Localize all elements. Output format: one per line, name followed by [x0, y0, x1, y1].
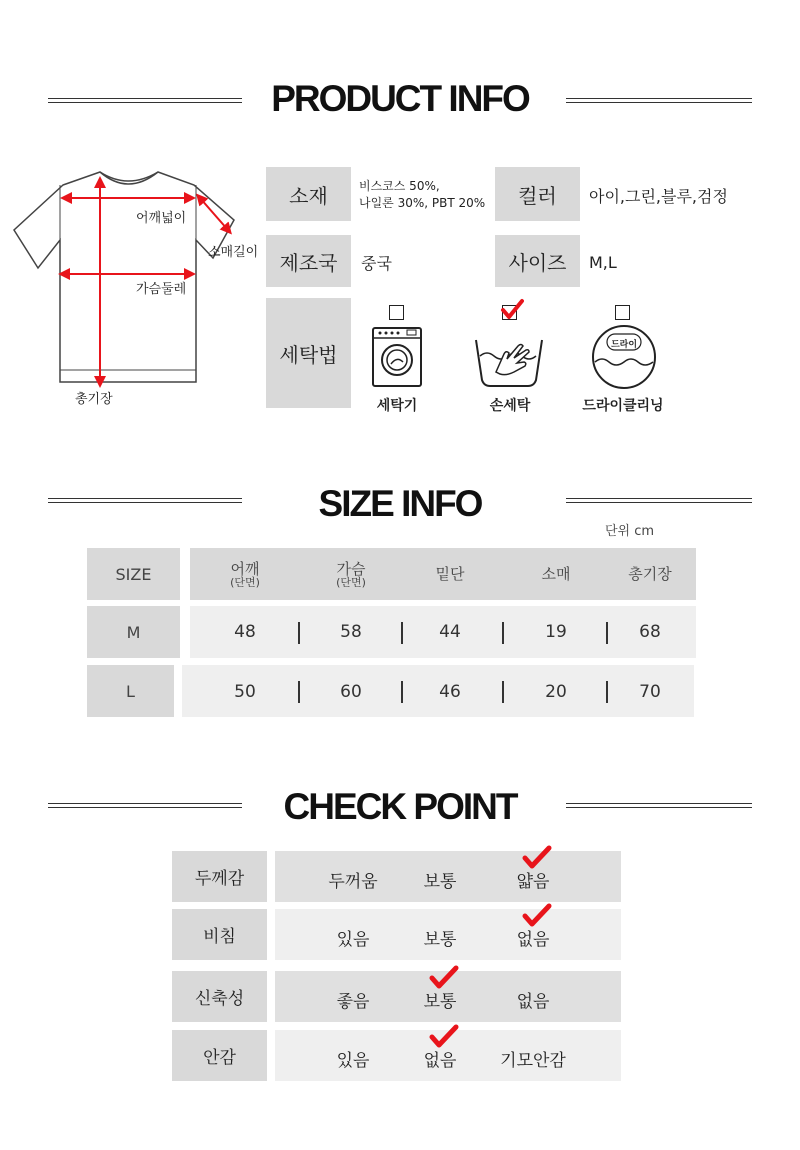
size-header-shoulder	[205, 562, 285, 590]
size-cell: 44	[439, 622, 461, 642]
size-cell-divider	[606, 681, 608, 703]
size-cell-divider	[298, 622, 300, 644]
check-option[interactable]: 두꺼움	[328, 872, 378, 892]
check-point-title: CHECK POINT	[283, 786, 517, 827]
wash-machine-checkbox[interactable]	[389, 305, 404, 320]
wash-machine-label: 세탁기	[376, 398, 418, 414]
hand-wash-check-icon	[500, 298, 524, 322]
size-row-l-label-text: L	[126, 681, 135, 701]
check-option[interactable]: 기모안감	[500, 1051, 566, 1071]
dry-clean-label: 드라이클리닝	[582, 398, 664, 414]
measure-sleeve: 소매길이	[208, 245, 259, 260]
material-value-line2: 나일론 30%, PBT 20%	[359, 196, 486, 210]
check-mark-icon	[428, 1024, 460, 1050]
check-option[interactable]: 없음	[516, 930, 550, 950]
material-value-line1: 비스코스 50%,	[359, 179, 440, 193]
check-option[interactable]: 없음	[516, 992, 550, 1012]
dry-clean-checkbox[interactable]	[615, 305, 630, 320]
size-row-m-label-text: M	[126, 622, 141, 642]
size-header-shoulder-sub: (단면)	[230, 576, 260, 589]
check-option[interactable]: 없음	[423, 1051, 457, 1071]
check-row-label: 비침	[172, 909, 267, 960]
hand-wash-icon	[470, 332, 548, 388]
size-row-l-label	[87, 665, 174, 717]
size-header-chest-sub: (단면)	[336, 576, 366, 589]
size-header-hem: 밑단	[435, 565, 465, 583]
check-option[interactable]: 있음	[336, 930, 370, 950]
check-mark-icon	[521, 845, 553, 871]
size-cell-divider	[502, 622, 504, 644]
size-unit: 단위 cm	[605, 524, 655, 539]
check-row-label: 신축성	[172, 971, 267, 1022]
size-header-length: 총기장	[628, 565, 672, 583]
hand-wash-label: 손세탁	[489, 398, 531, 414]
wash-label: 세탁법	[266, 298, 351, 408]
size-cell-divider	[401, 681, 403, 703]
size-value: M,L	[589, 252, 617, 272]
size-header-sleeve: 소매	[541, 565, 571, 583]
size-cell-divider	[298, 681, 300, 703]
dry-clean-icon-text: 드라이	[610, 340, 638, 350]
color-label: 컬러	[495, 167, 580, 221]
size-cell: 58	[340, 622, 362, 642]
check-mark-icon	[428, 965, 460, 991]
size-cell-divider	[502, 681, 504, 703]
material-value	[359, 170, 499, 220]
size-cell: 70	[639, 682, 661, 702]
size-header-size	[87, 548, 180, 600]
size-row-m-label	[87, 606, 180, 658]
check-row-label: 두께감	[172, 851, 267, 902]
check-option[interactable]: 보통	[423, 872, 457, 892]
product-info-title: PRODUCT INFO	[271, 78, 529, 119]
measure-chest: 가슴둘레	[136, 282, 187, 297]
size-header-chest-main: 가슴	[336, 560, 366, 578]
size-cell: 60	[340, 682, 362, 702]
size-cell: 48	[234, 622, 256, 642]
check-option[interactable]: 보통	[423, 992, 457, 1012]
size-info-title: SIZE INFO	[318, 483, 482, 524]
origin-value: 중국	[361, 253, 392, 273]
size-header-chest	[311, 562, 391, 590]
check-option[interactable]: 있음	[336, 1051, 370, 1071]
size-cell-divider	[401, 622, 403, 644]
origin-label: 제조국	[266, 235, 351, 287]
size-cell: 19	[545, 622, 567, 642]
size-cell: 68	[639, 622, 661, 642]
check-option[interactable]: 보통	[423, 930, 457, 950]
material-label: 소재	[266, 167, 351, 221]
size-label: 사이즈	[495, 235, 580, 287]
size-header-shoulder-main: 어깨	[230, 560, 260, 578]
measure-length: 총기장	[75, 392, 113, 407]
dry-clean-icon	[589, 324, 659, 390]
washing-machine-icon	[371, 326, 423, 388]
check-mark-icon	[521, 903, 553, 929]
size-cell: 20	[545, 682, 567, 702]
check-option[interactable]: 얇음	[516, 872, 550, 892]
size-cell-divider	[606, 622, 608, 644]
check-option[interactable]: 좋음	[336, 992, 370, 1012]
size-header-size-text: SIZE	[115, 564, 152, 584]
check-row-label: 안감	[172, 1030, 267, 1081]
size-cell: 46	[439, 682, 461, 702]
measure-shoulder: 어깨넓이	[136, 211, 187, 226]
color-value: 아이,그린,블루,검정	[589, 186, 728, 206]
size-cell: 50	[234, 682, 256, 702]
